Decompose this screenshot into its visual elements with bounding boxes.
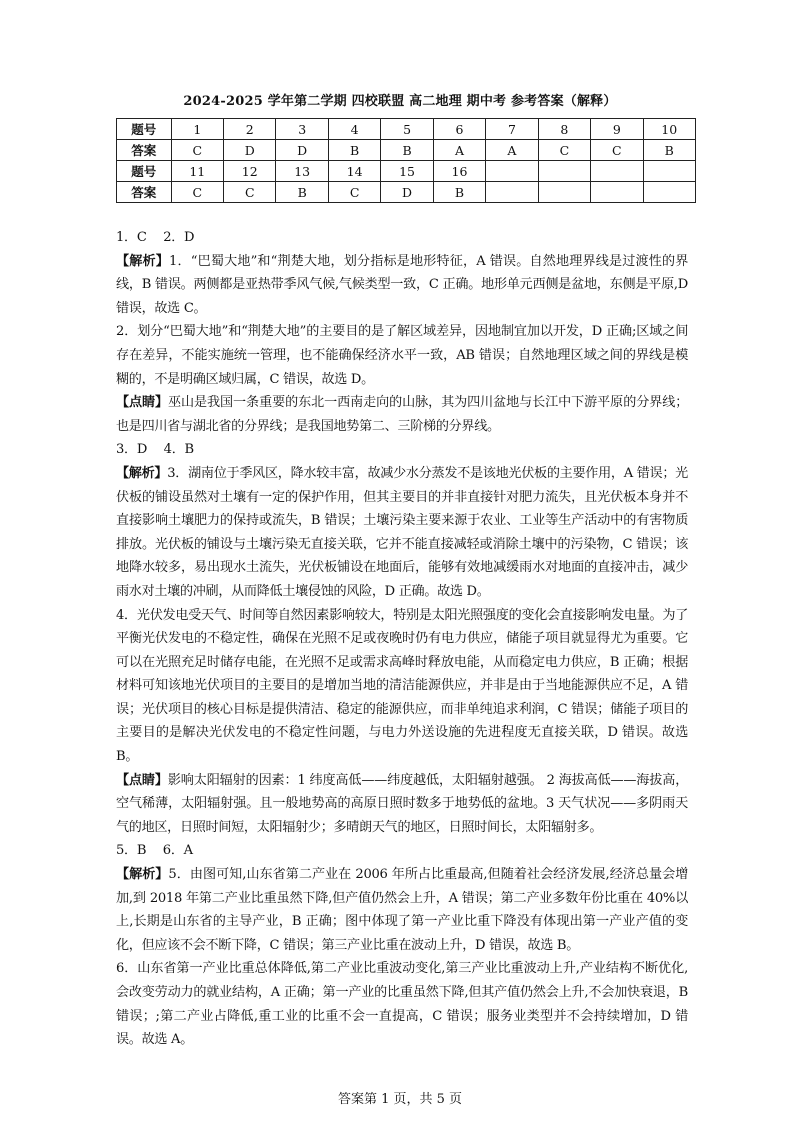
table-cell: C <box>328 182 380 203</box>
table-row <box>117 161 696 182</box>
table-cell: D <box>381 182 433 203</box>
table-cell: B <box>433 182 485 203</box>
table-cell <box>643 182 695 203</box>
table-cell: B <box>381 140 433 161</box>
analysis-text: 1．“巴蜀大地”和“荆楚大地，划分指标是地形特征，A 错误。自然地理界线是过渡性的界线，B 错误。两侧都是亚热带季风气候,气候类型一致，C 正确。地形单元西侧是盆地，东侧是平原,D 错误，故选 C。 <box>116 253 688 316</box>
analysis-paragraph <box>116 863 688 957</box>
table-cell: 16 <box>433 161 485 182</box>
table-cell <box>538 161 590 182</box>
analysis-tag: 【解析】 <box>116 253 169 269</box>
row-header: 题号 <box>117 161 172 182</box>
tip-paragraph <box>116 769 688 840</box>
table-cell: D <box>276 140 328 161</box>
table-cell: A <box>486 140 538 161</box>
table-cell: 4 <box>328 119 380 140</box>
answer-line: 1．C 2．D <box>116 230 195 245</box>
analysis-paragraph: 6．山东省第一产业比重总体降低,第二产业比重波动变化,第三产业比重波动上升,产业结构不断优化,会改变劳动力的就业结构，A 正确；第一产业的比重虽然下降,但其产值仍然会上升,不会加快衰退，B 错误；;第二产业占降低,重工业的比重不会一直提高，C 错误；服务业类型并不会持续增加，D 错误。故选 A。 <box>116 961 688 1048</box>
table-cell: 14 <box>328 161 380 182</box>
analysis-tag: 【解析】 <box>116 867 169 883</box>
answer-line: 5．B 6．A <box>116 843 193 859</box>
table-cell: 9 <box>591 119 643 140</box>
table-cell <box>643 161 695 182</box>
tip-tag: 【点睛】 <box>116 772 168 788</box>
table-cell: 15 <box>381 161 433 182</box>
row-header: 答案 <box>117 140 172 161</box>
answer-line: 3．D 4．B <box>116 442 194 458</box>
table-cell <box>538 182 590 203</box>
table-cell: B <box>328 140 380 161</box>
table-row <box>117 182 696 203</box>
table-cell: 2 <box>224 119 276 140</box>
table-cell: C <box>538 140 590 161</box>
table-cell: B <box>643 140 695 161</box>
table-cell: A <box>433 140 485 161</box>
row-header: 答案 <box>117 182 172 203</box>
analysis-text: 3．湖南位于季风区，降水较丰富，故减少水分蒸发不是该地光伏板的主要作用，A 错误；光伏板的铺设虽然对土壤有一定的保护作用，但其主要目的并非直接针对肥力流失，且光伏板本身并不直接影响土壤肥力的保持或流失，B 错误；土壤污染主要来源于农业、工业等生产活动中的有害物质排放。光伏板的铺设与土壤污染无直接关联，它并不能直接减轻或消除土壤中的污染物，C 错误；该地降水较多，易出现水土流失，光伏板铺设在地面后，能够有效地减缓雨水对地面的直接冲击，减少雨水对土壤的冲刷，从而降低土壤侵蚀的风险，D 正确。故选 D。 <box>116 465 688 599</box>
analysis-tag: 【解析】 <box>116 465 168 481</box>
table-cell: B <box>276 182 328 203</box>
analysis-paragraph: 2．划分“巴蜀大地”和“荆楚大地”的主要目的是了解区域差异，因地制宜加以开发，D 正确;区域之间存在差异，不能实施统一管理，也不能确保经济水平一致，AB 错误；自然地理区域之间的界线是模糊的，不是明确区域归属，C 错误，故选 D。 <box>116 324 688 387</box>
table-cell: 5 <box>381 119 433 140</box>
table-row <box>117 119 696 140</box>
table-row <box>117 140 696 161</box>
table-cell <box>486 182 538 203</box>
table-cell: 1 <box>171 119 223 140</box>
table-cell: 10 <box>643 119 695 140</box>
tip-tag: 【点睛】 <box>116 395 169 411</box>
analysis-paragraph <box>116 250 688 321</box>
answer-table <box>116 118 696 203</box>
tip-text: 影响太阳辐射的因素：1 纬度高低——纬度越低，太阳辐射越强。 2 海拔高低——海拔高，空气稀薄，太阳辐射强。且一般地势高的高原日照时数多于地势低的盆地。3 天气状况——多阴雨天气的地区，日照时间短，太阳辐射少；多晴朗天气的地区，日照时间长，太阳辐射多。 <box>116 772 688 835</box>
tip-text: 巫山是我国一条重要的东北一西南走向的山脉，其为四川盆地与长江中下游平原的分界线；也是四川省与湖北省的分界线；是我国地势第二、三阶梯的分界线。 <box>116 395 688 434</box>
table-cell: 11 <box>171 161 223 182</box>
answer-explanations <box>116 226 688 1052</box>
table-cell: 3 <box>276 119 328 140</box>
analysis-paragraph: 4．光伏发电受天气、时间等自然因素影响较大，特别是太阳光照强度的变化会直接影响发电量。为了平衡光伏发电的不稳定性，确保在光照不足或夜晚时仍有电力供应，储能子项目就显得尤为重要。它可以在光照充足时储存电能，在光照不足或需求高峰时释放电能，从而稳定电力供应，B 正确；根据材料可知该地光伏项目的主要目的是增加当地的清洁能源供应，并非是由于当地能源供应不足，A 错误；光伏项目的核心目标是提供清洁、稳定的能源供应，而非单纯追求利润，C 错误；储能子项目的主要目的是解决光伏发电的不稳定性问题，与电力外送设施的先进程度无直接关联，D 错误。故选 B。 <box>116 607 688 765</box>
table-cell: 12 <box>224 161 276 182</box>
page-footer: 答案第 1 页，共 5 页 <box>337 1092 463 1107</box>
table-cell: 7 <box>486 119 538 140</box>
table-cell: C <box>171 182 223 203</box>
analysis-paragraph <box>116 462 688 604</box>
table-cell: D <box>224 140 276 161</box>
table-cell: C <box>591 140 643 161</box>
table-cell: C <box>171 140 223 161</box>
table-cell <box>591 182 643 203</box>
analysis-text: 5．由图可知,山东省第二产业在 2006 年所占比重最高,但随着社会经济发展,经济总量会增加,到 2018 年第二产业比重虽然下降,但产值仍然会上升，A 错误；第二产业多数年份比重在 40%以上,长期是山东省的主导产业，B 正确；图中体现了第一产业比重下降没有体现出第一产业产值的变化，但应该不会不断下降，C 错误；第三产业比重在波动上升，D 错误，故选 B。 <box>116 867 688 953</box>
table-cell: 6 <box>433 119 485 140</box>
page-title: 2024-2025 学年第二学期 四校联盟 高二地理 期中考 参考答案（解释） <box>183 94 617 109</box>
table-cell <box>486 161 538 182</box>
row-header: 题号 <box>117 119 172 140</box>
table-cell: 13 <box>276 161 328 182</box>
tip-paragraph <box>116 391 688 438</box>
table-cell <box>591 161 643 182</box>
table-cell: C <box>224 182 276 203</box>
table-cell: 8 <box>538 119 590 140</box>
